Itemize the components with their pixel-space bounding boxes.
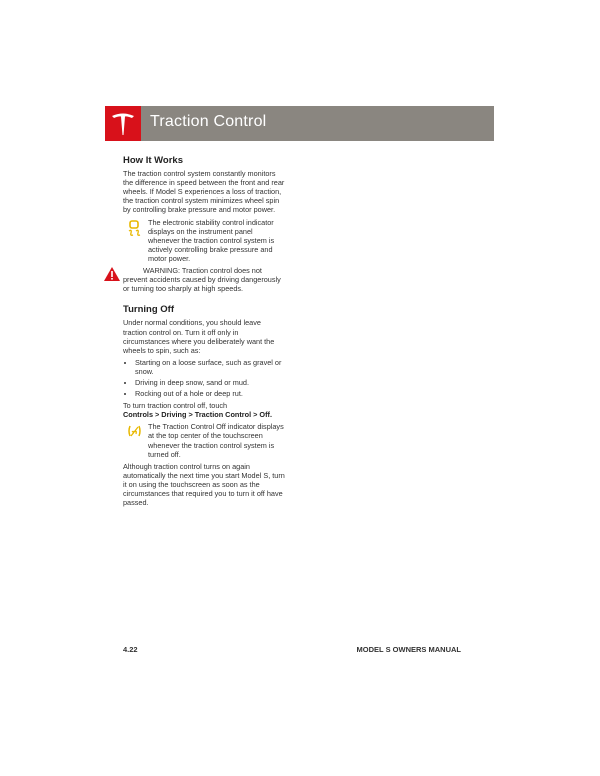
paragraph: The traction control system constantly monitors the difference in speed between the front and rear wheels. If Model S experiences a loss of traction, the traction control system minimizes wheel spin by controlling brake pressure and motor power. xyxy=(123,169,285,215)
section-heading-turning-off: Turning Off xyxy=(123,304,175,316)
menu-path: Controls > Driving > Traction Control > Off. xyxy=(123,410,272,420)
tesla-logo xyxy=(105,106,141,141)
paragraph: Although traction control turns on again automatically the next time you start Model S, turn it on using the touchscreen as soon as the circumstances that required you to turn it off have passed. xyxy=(123,461,285,508)
section-heading-how-it-works: How It Works xyxy=(123,155,183,166)
list-item: • Rocking out of a hole or deep rut. xyxy=(135,389,285,398)
content-column xyxy=(123,156,285,510)
chapter-header xyxy=(105,106,494,141)
page-number: 4.22 xyxy=(123,645,138,654)
indicator-note: The Traction Control Off indicator displays at the top center of the touchscreen whenever the traction control system is turned off. xyxy=(123,422,285,458)
warning-icon xyxy=(103,266,121,282)
list-item: • Starting on a loose surface, such as gravel or snow. xyxy=(135,358,285,376)
instruction: To turn traction control off, touch Controls > Driving > Traction Control > Off. xyxy=(123,401,272,420)
chapter-title: Traction Control xyxy=(150,113,267,130)
traction-control-off-icon xyxy=(127,424,142,439)
manual-title: MODEL S OWNERS MANUAL xyxy=(356,645,461,654)
bullet-list xyxy=(123,358,285,398)
warning: WARNING: Traction control does not prevent accidents caused by driving dangerously or turning too sharply at high speeds. xyxy=(123,266,285,293)
indicator-note: The electronic stability control indicator displays on the instrument panel whenever the traction control system is actively controlling brake pressure and motor power. xyxy=(123,218,285,263)
paragraph: Under normal conditions, you should leave traction control on. Turn it off only in circumstances where you deliberately want the wheels to spin, such as: xyxy=(123,318,275,355)
stability-control-icon xyxy=(127,220,141,238)
list-item: • Driving in deep snow, sand or mud. xyxy=(135,378,285,387)
